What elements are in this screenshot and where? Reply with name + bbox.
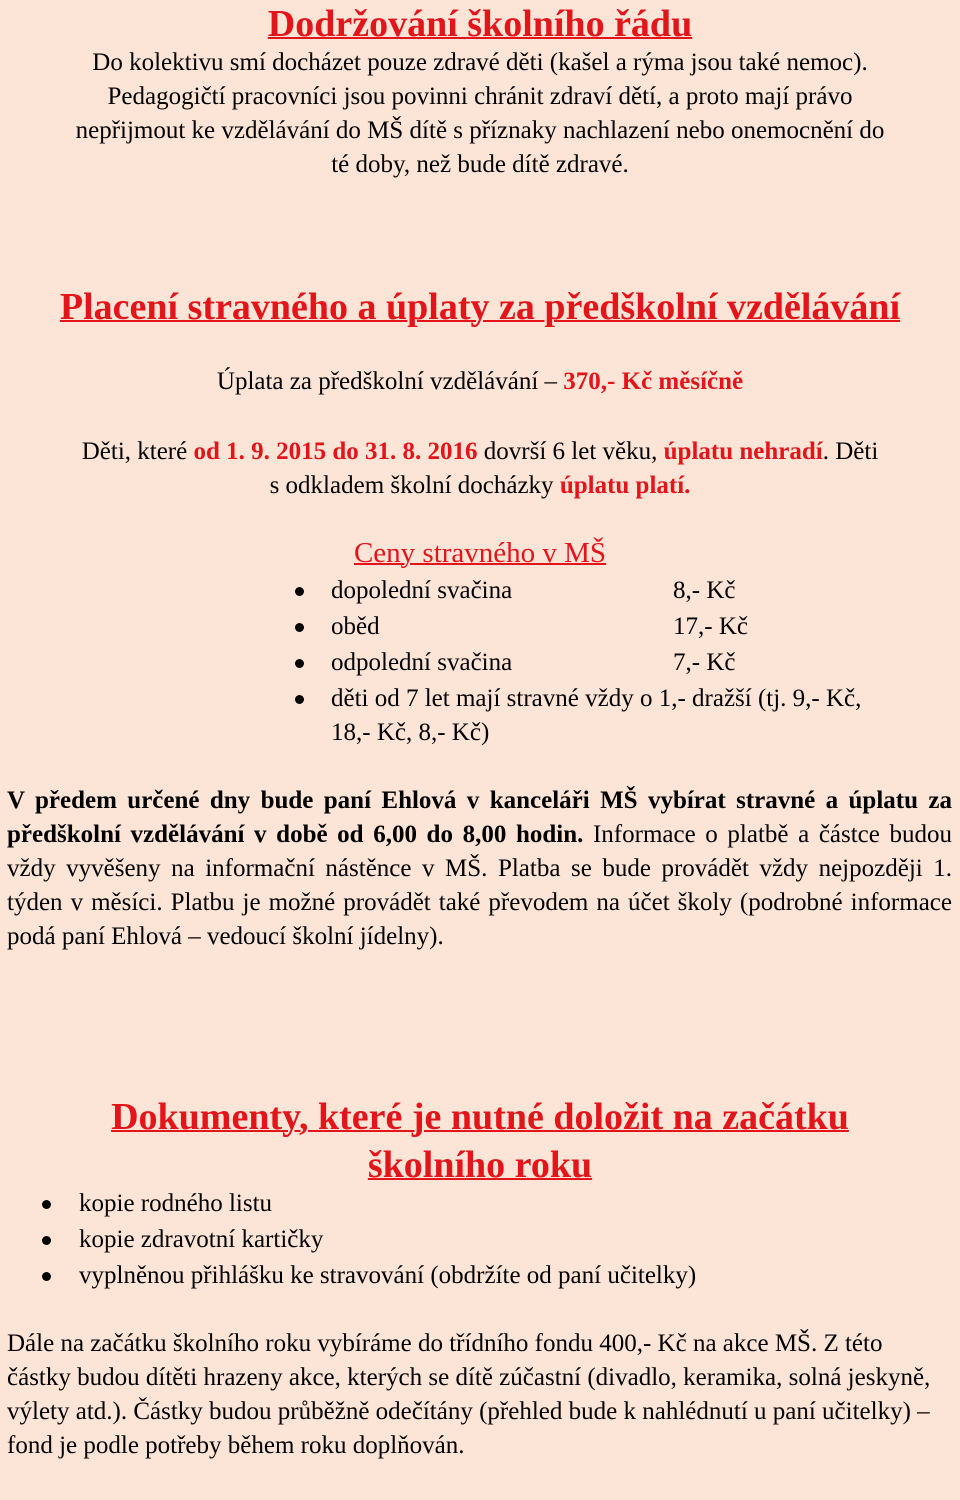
document-item-label: kopie zdravotní kartičky <box>79 1226 324 1253</box>
exemption-text-e: . Děti <box>822 438 879 465</box>
school-rules-title: Dodržování školního řádu <box>267 3 693 45</box>
bullet-icon <box>295 587 304 596</box>
document-item-label: kopie rodného listu <box>79 1190 273 1217</box>
class-fund-paragraph: Dále na začátku školního roku vybíráme do třídního fondu 400,- Kč na akce MŠ. Z této částky budou dítěti hrazeny akce, kterých se dítě zúčastní (divadlo, keramika, solná jeskyně, výlety atd.). Částky budou průběžně odečítány (přehled bude k nahlédnutí u paní učitelky) – fond je podle potřeby během roku doplňován. <box>7 1330 931 1459</box>
rules-line-2: Pedagogičtí pracovníci jsou povinni chránit zdraví dětí, a proto mají právo <box>107 83 853 110</box>
fee-label: Úplata za předškolní vzdělávání – <box>216 368 564 395</box>
exemption-text-c: dovrší 6 let věku, <box>477 438 664 465</box>
payment-normal-text: Informace o platbě a částce budou vždy vyvěšeny na informační nástěnce v MŠ. Platba se bude provádět vždy nejpozději 1. týden v měsíci. Platbu je možné provádět také převodem na účet školy (podrobné informace podá paní Ehlová – vedoucí školní jídelny). <box>7 821 952 950</box>
deferral-pays-fee: úplatu platí. <box>559 472 691 499</box>
exemption-no-fee: úplatu nehradí <box>663 438 823 465</box>
documents-title-line-1: Dokumenty, které je nutné doložit na začátku <box>111 1096 849 1138</box>
price-item-label: odpolední svačina <box>331 649 513 676</box>
exemption-text-a: Děti, které <box>81 438 194 465</box>
rules-line-1: Do kolektivu smí docházet pouze zdravé děti (kašel a rýma jsou také nemoc). <box>92 49 868 76</box>
payment-section-title: Placení stravného a úplaty za předškolní vzdělávání <box>59 286 901 328</box>
document-item-label: vyplněnou přihlášku ke stravování (obdržíte od paní učitelky) <box>79 1262 697 1289</box>
documents-title <box>0 1093 960 1189</box>
exemption-paragraph <box>0 435 960 503</box>
price-item-label: oběd <box>331 613 380 640</box>
price-item <box>295 646 935 682</box>
price-item <box>295 610 935 646</box>
fee-value: 370,- Kč měsíčně <box>563 368 744 395</box>
prices-title: Ceny stravného v MŠ <box>353 537 607 569</box>
price-item-value: 7,- Kč <box>673 649 736 676</box>
exemption-date-range: od 1. 9. 2015 do 31. 8. 2016 <box>193 438 478 465</box>
prices-list <box>295 574 935 750</box>
price-item-value: 17,- Kč <box>673 613 748 640</box>
fee-line <box>0 365 960 399</box>
price-note <box>295 682 935 750</box>
payment-bold-text: V předem určené dny bude paní Ehlová v kanceláři MŠ vybírat stravné a úplatu za předškolní vzdělávání v době od 6,00 do 8,00 hodin. <box>7 787 952 848</box>
bullet-icon <box>295 659 304 668</box>
documents-title-line-2: školního roku <box>367 1144 593 1186</box>
prices-title-wrap <box>0 536 960 570</box>
document-item <box>42 1187 942 1223</box>
deferral-text: s odkladem školní docházky <box>269 472 560 499</box>
document-item <box>42 1259 942 1295</box>
payment-paragraph <box>7 784 952 954</box>
bullet-icon <box>295 623 304 632</box>
bullet-icon <box>42 1272 51 1281</box>
exemption-line-2 <box>0 469 960 503</box>
school-rules-section <box>0 2 960 182</box>
rules-line-4: té doby, než bude dítě zdravé. <box>331 151 629 178</box>
price-item-value: 8,- Kč <box>673 577 736 604</box>
bullet-icon <box>42 1200 51 1209</box>
bullet-icon <box>42 1236 51 1245</box>
document-item <box>42 1223 942 1259</box>
price-item-label: dopolední svačina <box>331 577 513 604</box>
price-note-line-1: děti od 7 let mají stravné vždy o 1,- dražší (tj. 9,- Kč, <box>331 685 862 712</box>
rules-line-3: nepřijmout ke vzdělávání do MŠ dítě s příznaky nachlazení nebo onemocnění do <box>75 117 885 144</box>
bullet-icon <box>295 695 304 704</box>
documents-list <box>42 1187 942 1295</box>
price-note-line-2: 18,- Kč, 8,- Kč) <box>331 719 490 746</box>
exemption-line-1 <box>0 435 960 469</box>
price-item <box>295 574 935 610</box>
